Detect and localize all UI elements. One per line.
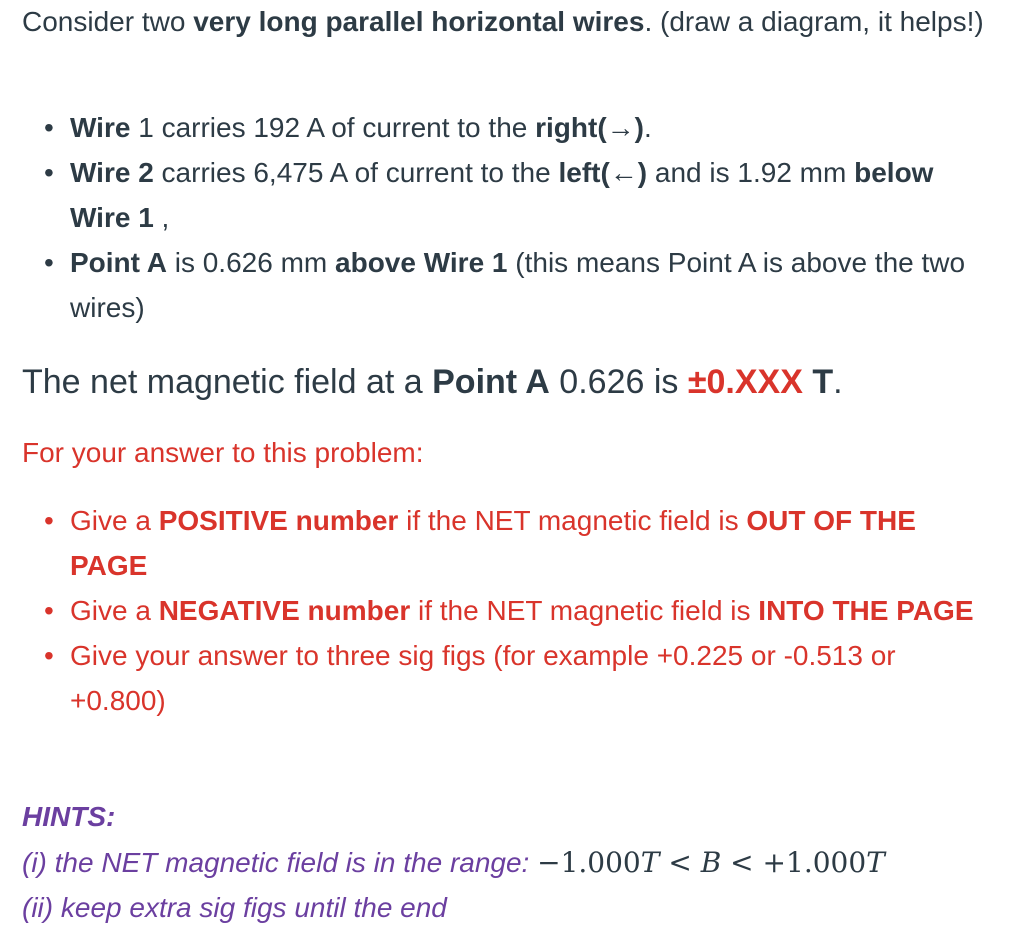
question-statement	[22, 356, 843, 408]
given-text: .	[643, 112, 652, 143]
given-bold: Point A	[70, 247, 167, 278]
math-less-than: <	[659, 846, 701, 879]
hint-sig-figs: (ii) keep extra sig figs until the end	[22, 892, 447, 923]
given-text: carries 6,475 A of current to the	[153, 157, 559, 188]
rule-text: Give your answer to three sig figs (for example +0.225 or -0.513 or +0.800)	[70, 640, 896, 716]
math-unit: T	[866, 846, 885, 879]
rule-bold: OUT OF THE PAGE	[70, 505, 916, 581]
intro-text-1: Consider two	[22, 6, 194, 37]
given-item-wire1	[22, 105, 982, 150]
given-bold: below Wire 1	[70, 157, 934, 233]
rule-positive	[22, 498, 982, 588]
math-less-than: <	[721, 846, 763, 879]
math-variable-b: B	[700, 846, 722, 879]
given-text: is 0.626 mm	[166, 247, 336, 278]
math-lower: −1.000	[537, 846, 641, 879]
question-text: .	[833, 363, 843, 401]
rule-text: if the NET magnetic field is	[398, 505, 747, 536]
given-bold: Wire	[70, 112, 131, 143]
answer-instructions-heading: For your answer to this problem:	[22, 437, 424, 468]
given-bold: right(→)	[535, 112, 644, 143]
math-unit: T	[640, 846, 660, 879]
hints-title: HINTS:	[22, 801, 116, 832]
given-text: 1 carries 192 A of current to the	[130, 112, 536, 143]
intro-text-2: . (draw a diagram, it helps!)	[644, 6, 984, 37]
given-text: and is 1.92 mm	[647, 157, 855, 188]
rule-bold: INTO THE PAGE	[758, 595, 974, 626]
rule-sig-figs	[22, 633, 982, 723]
answer-unit: T	[812, 363, 834, 401]
rule-bold: NEGATIVE number	[158, 595, 411, 626]
rule-negative	[22, 588, 982, 633]
rule-text: Give a	[70, 595, 159, 626]
hint-range-math	[537, 846, 885, 879]
rule-text: if the NET magnetic field is	[410, 595, 759, 626]
given-bold: above Wire 1	[335, 247, 508, 278]
answer-placeholder: ±0.XXX	[687, 363, 803, 401]
question-text: The net magnetic field at a	[22, 363, 433, 401]
hint-text: (i) the NET magnetic field is in the range:	[22, 847, 538, 878]
given-list	[22, 105, 982, 330]
hint-range	[22, 841, 885, 885]
given-text: ,	[153, 202, 170, 233]
answer-rules-list	[22, 498, 982, 723]
question-text	[803, 363, 812, 401]
intro-paragraph	[22, 0, 1002, 44]
rule-bold: POSITIVE number	[158, 505, 399, 536]
given-item-wire2	[22, 150, 982, 240]
math-upper: +1.000	[762, 846, 867, 879]
question-text: 0.626 is	[549, 363, 688, 401]
given-item-point-a	[22, 240, 982, 330]
given-text: (this means Point A is above the two wires)	[70, 247, 966, 323]
given-bold: Wire 2	[70, 157, 154, 188]
given-bold: left(←)	[558, 157, 648, 188]
intro-bold-wires: very long parallel horizontal wires	[193, 6, 645, 37]
question-bold-point-a: Point A	[432, 363, 550, 401]
rule-text: Give a	[70, 505, 159, 536]
